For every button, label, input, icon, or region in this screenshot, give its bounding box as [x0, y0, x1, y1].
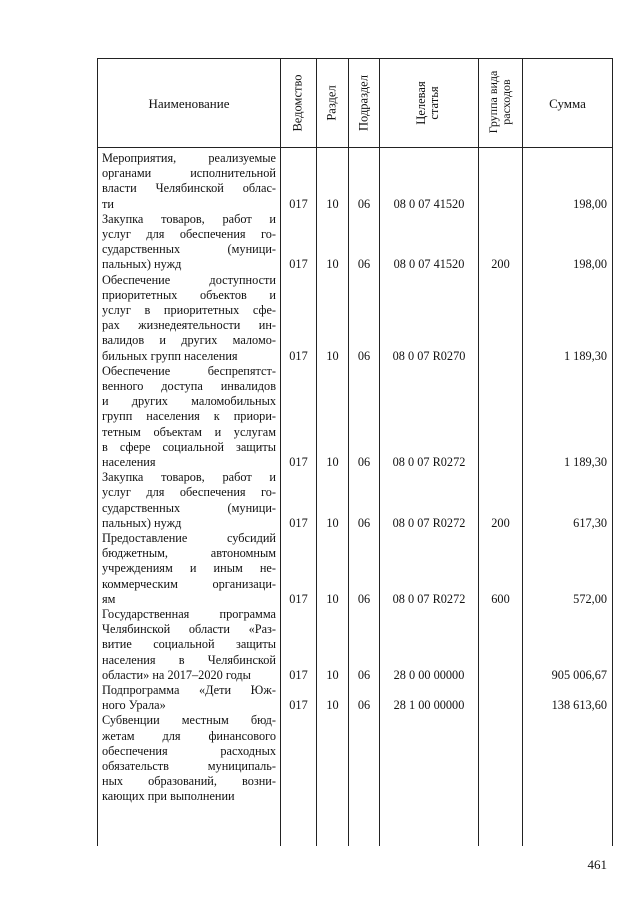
row-name-line: Субвенции местным бюд-: [102, 713, 276, 728]
col-border-gruppa: [522, 58, 523, 846]
row-podrazdel: 06: [357, 591, 371, 606]
row-name-line: пальных) нужд: [102, 257, 182, 272]
col-border-left: [97, 58, 98, 846]
row-name-line: витие социальной защиты: [102, 637, 276, 652]
row-name-line: органами исполнительной: [102, 166, 276, 181]
row-name-line: власти Челябинской облас-: [102, 181, 276, 196]
row-razdel: 10: [326, 257, 339, 272]
row-name-line: услуг для обеспечения го-: [102, 226, 276, 241]
row-vedomstvo: 017: [289, 455, 308, 469]
row-name-line: Подпрограмма «Дети Юж-: [102, 683, 276, 697]
row-gruppa: 600: [491, 591, 510, 606]
row-name-line: групп населения к приори-: [102, 409, 276, 424]
header-celevaya: [415, 81, 441, 124]
row-name-line: валидов и других маломо-: [102, 333, 276, 348]
header-gruppa-line2: расходов: [499, 79, 513, 125]
row-name: [102, 273, 276, 364]
row-name: [102, 364, 276, 470]
col-border-razdel: [348, 58, 349, 846]
row-name: [102, 607, 276, 683]
row-name-line: коммерческим организаци-: [102, 576, 276, 591]
row-name-line: Челябинской области «Раз-: [102, 622, 276, 637]
row-name-line: ти: [102, 196, 114, 211]
row-name-line: ного Урала»: [102, 698, 166, 713]
row-name-line: обязательств муниципаль-: [102, 758, 276, 773]
row-name-line: области» на 2017–2020 годы: [102, 667, 251, 682]
row-vedomstvo: 017: [289, 698, 308, 713]
row-summa: 1 189,30: [563, 348, 607, 363]
col-border-name: [280, 58, 281, 846]
row-name-line: бильных групп населения: [102, 348, 238, 363]
row-name-line: пальных) нужд: [102, 515, 182, 530]
header-gruppa-line1: Группа вида: [486, 70, 500, 134]
table-top-border: [97, 58, 612, 59]
row-name-line: Государственная программа: [102, 607, 276, 621]
col-border-podrazdel: [379, 58, 380, 846]
row-name-line: венного доступа инвалидов: [102, 378, 276, 393]
row-summa: 905 006,67: [551, 667, 607, 682]
row-vedomstvo: 017: [289, 348, 308, 363]
row-summa: 617,30: [573, 515, 607, 530]
col-border-celevaya: [478, 58, 479, 846]
row-celevaya: 08 0 07 R0272: [392, 591, 466, 606]
header-podrazdel: Подраздел: [356, 75, 371, 131]
row-razdel: 10: [326, 667, 339, 682]
col-border-right: [612, 58, 613, 846]
row-summa: 572,00: [573, 591, 607, 606]
row-name: [102, 151, 276, 212]
row-name-line: в сфере социальной защиты: [102, 439, 276, 454]
row-summa: 138 613,60: [551, 698, 607, 713]
row-name-line: населения: [102, 454, 156, 469]
row-vedomstvo: 017: [289, 591, 308, 606]
row-name: [102, 212, 276, 273]
row-name-line: приоритетных объектов и: [102, 287, 276, 302]
row-celevaya: 28 0 00 00000: [393, 667, 465, 682]
row-name-line: Обеспечение беспрепятст-: [102, 363, 276, 378]
row-name: [102, 713, 276, 804]
row-podrazdel: 06: [357, 667, 371, 682]
row-summa: 1 189,30: [563, 455, 607, 469]
row-name-line: Закупка товаров, работ и: [102, 470, 276, 485]
row-name-line: сударственных (муници-: [102, 500, 276, 515]
row-podrazdel: 06: [357, 257, 371, 272]
header-bottom-border: [97, 147, 612, 148]
row-podrazdel: 06: [357, 698, 371, 713]
row-name-line: обеспечения расходных: [102, 743, 276, 758]
row-celevaya: 08 0 07 R0272: [392, 515, 466, 530]
row-razdel: 10: [326, 348, 339, 363]
row-razdel: 10: [326, 591, 339, 606]
row-podrazdel: 06: [357, 455, 371, 469]
row-vedomstvo: 017: [289, 196, 308, 211]
row-name-line: и других маломобильных: [102, 394, 276, 409]
header-celevaya-line1: Целевая: [414, 81, 428, 125]
header-name: Наименование: [148, 96, 230, 111]
row-gruppa: 200: [491, 257, 510, 272]
row-summa: 198,00: [573, 196, 607, 211]
row-name-line: бюджетным, автономным: [102, 546, 276, 561]
header-celevaya-line2: статья: [427, 86, 441, 120]
row-name-line: сударственных (муници-: [102, 242, 276, 257]
row-celevaya: 08 0 07 41520: [393, 196, 465, 211]
row-name: [102, 683, 276, 713]
page-number: 461: [587, 857, 607, 872]
row-celevaya: 08 0 07 41520: [393, 257, 465, 272]
header-gruppa: [487, 71, 513, 134]
row-gruppa: 200: [491, 515, 510, 530]
row-vedomstvo: 017: [289, 515, 308, 530]
row-name-line: Предоставление субсидий: [102, 531, 276, 545]
row-name-line: Закупка товаров, работ и: [102, 211, 276, 226]
row-name-line: населения в Челябинской: [102, 652, 276, 667]
row-podrazdel: 06: [357, 515, 371, 530]
row-name-line: ных образований, возни-: [102, 774, 276, 789]
row-name: [102, 531, 276, 607]
row-vedomstvo: 017: [289, 257, 308, 272]
row-celevaya: 08 0 07 R0270: [392, 348, 466, 363]
header-summa: Сумма: [549, 96, 586, 111]
row-summa: 198,00: [573, 257, 607, 272]
row-celevaya: 28 1 00 00000: [393, 698, 465, 713]
row-name-line: кающих при выполнении: [102, 789, 235, 804]
col-border-vedomstvo: [316, 58, 317, 846]
row-name-line: ям: [102, 591, 116, 606]
row-name-line: жетам для финансового: [102, 728, 276, 743]
row-name-line: рах жизнедеятельности ин-: [102, 318, 276, 333]
row-name-line: тетным объектам и услугам: [102, 424, 276, 439]
row-razdel: 10: [326, 455, 339, 469]
row-name-line: услуг в приоритетных сфе-: [102, 302, 276, 317]
row-name-line: Мероприятия, реализуемые: [102, 151, 276, 165]
row-name: [102, 470, 276, 531]
row-podrazdel: 06: [357, 196, 371, 211]
row-podrazdel: 06: [357, 348, 371, 363]
row-razdel: 10: [326, 698, 339, 713]
row-vedomstvo: 017: [289, 667, 308, 682]
row-name-line: услуг для обеспечения го-: [102, 485, 276, 500]
row-razdel: 10: [326, 196, 339, 211]
header-razdel: Раздел: [324, 85, 339, 121]
header-vedomstvo: Ведомство: [290, 74, 305, 132]
row-name-line: Обеспечение доступности: [102, 272, 276, 287]
row-celevaya: 08 0 07 R0272: [392, 455, 466, 469]
row-name-line: учреждениям и иным не-: [102, 561, 276, 576]
row-razdel: 10: [326, 515, 339, 530]
